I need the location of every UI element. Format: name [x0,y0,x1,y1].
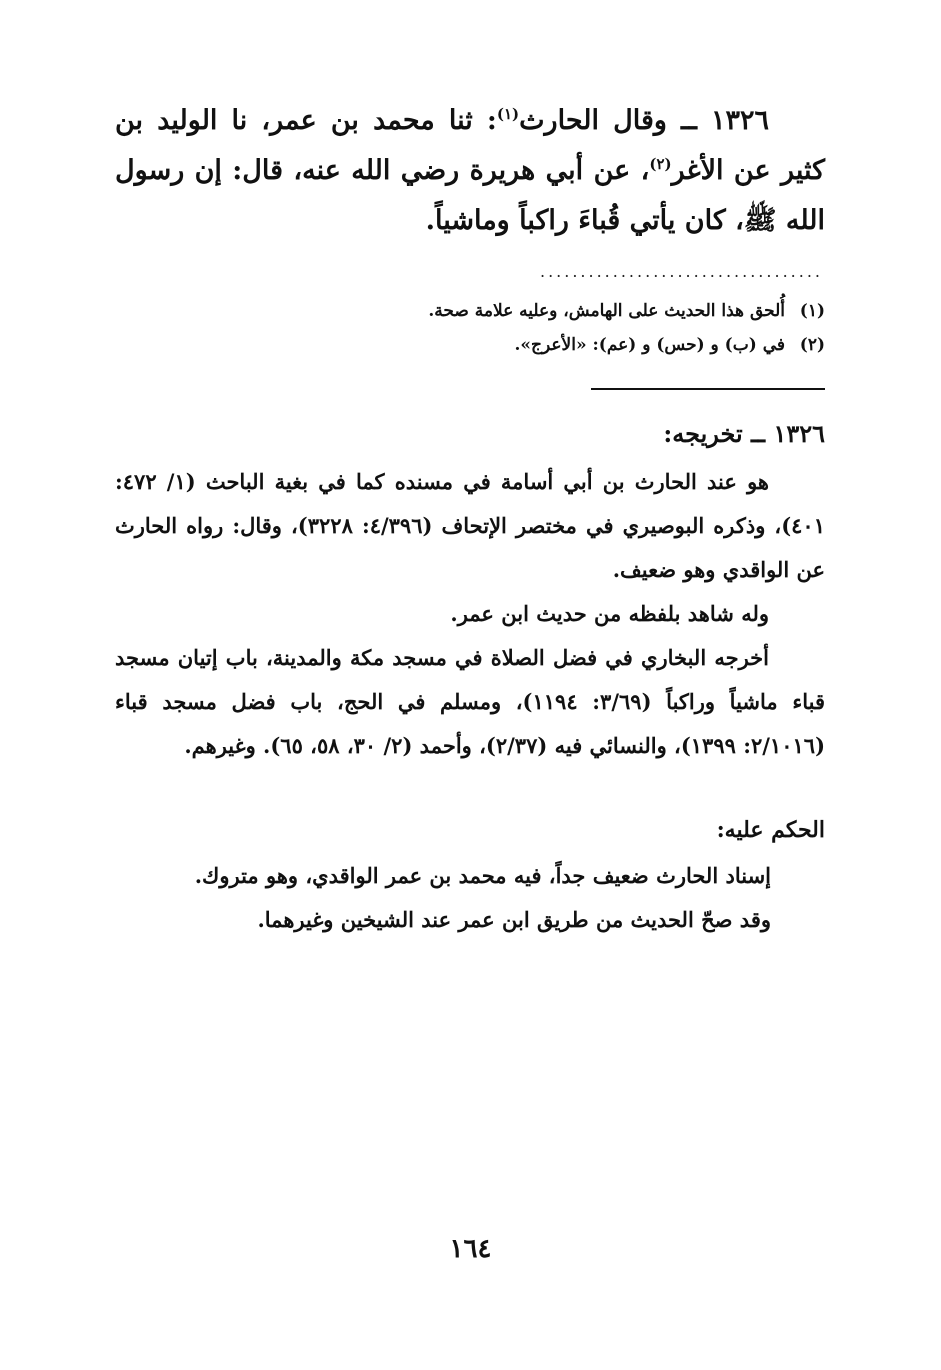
hadith-line1-cont: : ثنا محمد بن عمر، نا الوليد بن كثير [115,105,826,186]
hadith-text [115,96,825,246]
hukm-line: إسناد الحارث ضعيف جداً، فيه محمد بن عمر الواقدي، وهو متروك. [194,863,771,888]
page-number: ١٦٤ [449,1234,492,1264]
footnote-2 [115,328,825,362]
takhrij-paragraph: أخرجه البخاري في فضل الصلاة في مسجد مكة والمدينة، باب إتيان مسجد قباء ماشياً وراكباً (٣/٦٩: ١١٩٤)، ومسلم في الحج، باب فضل مسجد قباء (٢/١٠١٦: ١٣٩٩)، والنسائي فيه (٢/٣٧)، وأحمد (٢/ ٣٠، ٥٨، ٦٥). وغيرهم. [115,645,825,758]
hadith-line1: وقال الحارث [519,105,667,136]
footnote-marker-2: (٢) [649,155,672,173]
footnote-separator-dots: ................................... [539,262,823,281]
section-divider [591,388,825,390]
footnotes [115,294,825,362]
footnote-number: (٢) [799,335,825,355]
takhrij-heading: ١٣٢٦ ــ تخريجه: [663,419,825,448]
hukm-text [121,854,771,942]
hukm-heading: الحكم عليه: [716,817,825,843]
footnote-1 [115,294,825,328]
hadith-number: ١٣٢٦ [711,105,770,136]
takhrij-paragraph: وله شاهد بلفظه من حديث ابن عمر. [450,601,769,626]
takhrij-text [115,460,825,768]
hukm-line: وقد صحّ الحديث من طريق ابن عمر عند الشيخين وغيرهما. [257,907,771,932]
takhrij-paragraph: هو عند الحارث بن أبي أسامة في مسنده كما في بغية الباحث (١/ ٤٧٢: ٤٠١)، وذكره البوصيري في مختصر الإتحاف (٤/٣٩٦: ٣٢٢٨)، وقال: رواه الحارث عن الواقدي وهو ضعيف. [115,469,825,582]
hadith-line2-cont: ، عن أبي هريرة رضي الله عنه، قال: إن رسول الله ﷺ، كان يأتي قُباءَ راكباً وماشياً. [115,155,825,236]
footnote-text: في (ب) و (حس) و (عم): «الأعرج». [514,335,785,355]
footnote-marker-1: (١) [496,105,520,123]
hadith-paragraph [115,96,825,246]
footnote-number: (١) [799,301,825,321]
hadith-line2: عن الأغر [671,155,771,186]
hadith-dash: ــ [681,105,697,136]
footnote-text: أُلحق هذا الحديث على الهامش، وعليه علامة صحة. [428,301,785,321]
